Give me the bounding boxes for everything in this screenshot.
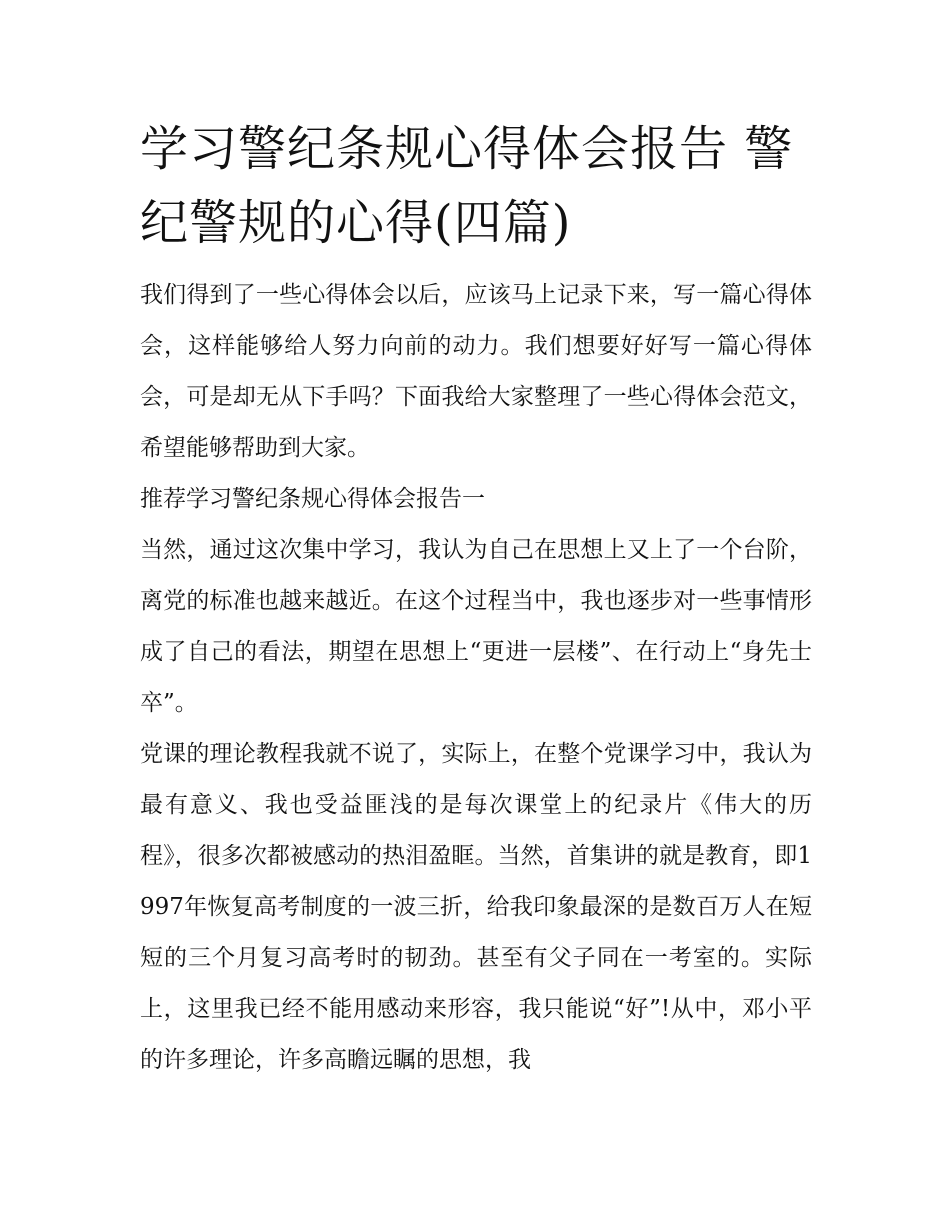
document-title: 学习警纪条规心得体会报告 警纪警规的心得(四篇) bbox=[140, 121, 794, 251]
intro-paragraph: 我们得到了一些心得体会以后，应该马上记录下来，写一篇心得体会，这样能够给人努力向前的动力。我们想要好好写一篇心得体会，可是却无从下手吗？下面我给大家整理了一些心得体会范文，希望能够帮助到大家。 bbox=[140, 282, 812, 461]
document-page bbox=[140, 112, 812, 1086]
body-paragraph-2: 党课的理论教程我就不说了，实际上，在整个党课学习中，我认为最有意义、我也受益匪浅的是每次课堂上的纪录片《伟大的历程》，很多次都被感动的热泪盈眶。当然，首集讲的就是教育，即1997年恢复高考制度的一波三折，给我印象最深的是数百万人在短短的三个月复习高考时的韧劲。甚至有父子同在一考室的。实际上，这里我已经不能用感动来形容，我只能说“好”!从中，邓小平的许多理论，许多高瞻远瞩的思想，我 bbox=[140, 741, 812, 1073]
body-paragraph-1: 当然，通过这次集中学习，我认为自己在思想上又上了一个台阶，离党的标准也越来越近。在这个过程当中，我也逐步对一些事情形成了自己的看法，期望在思想上“更进一层楼”、在行动上“身先士卒”。 bbox=[140, 537, 812, 716]
section-heading: 推荐学习警纪条规心得体会报告一 bbox=[140, 486, 485, 512]
